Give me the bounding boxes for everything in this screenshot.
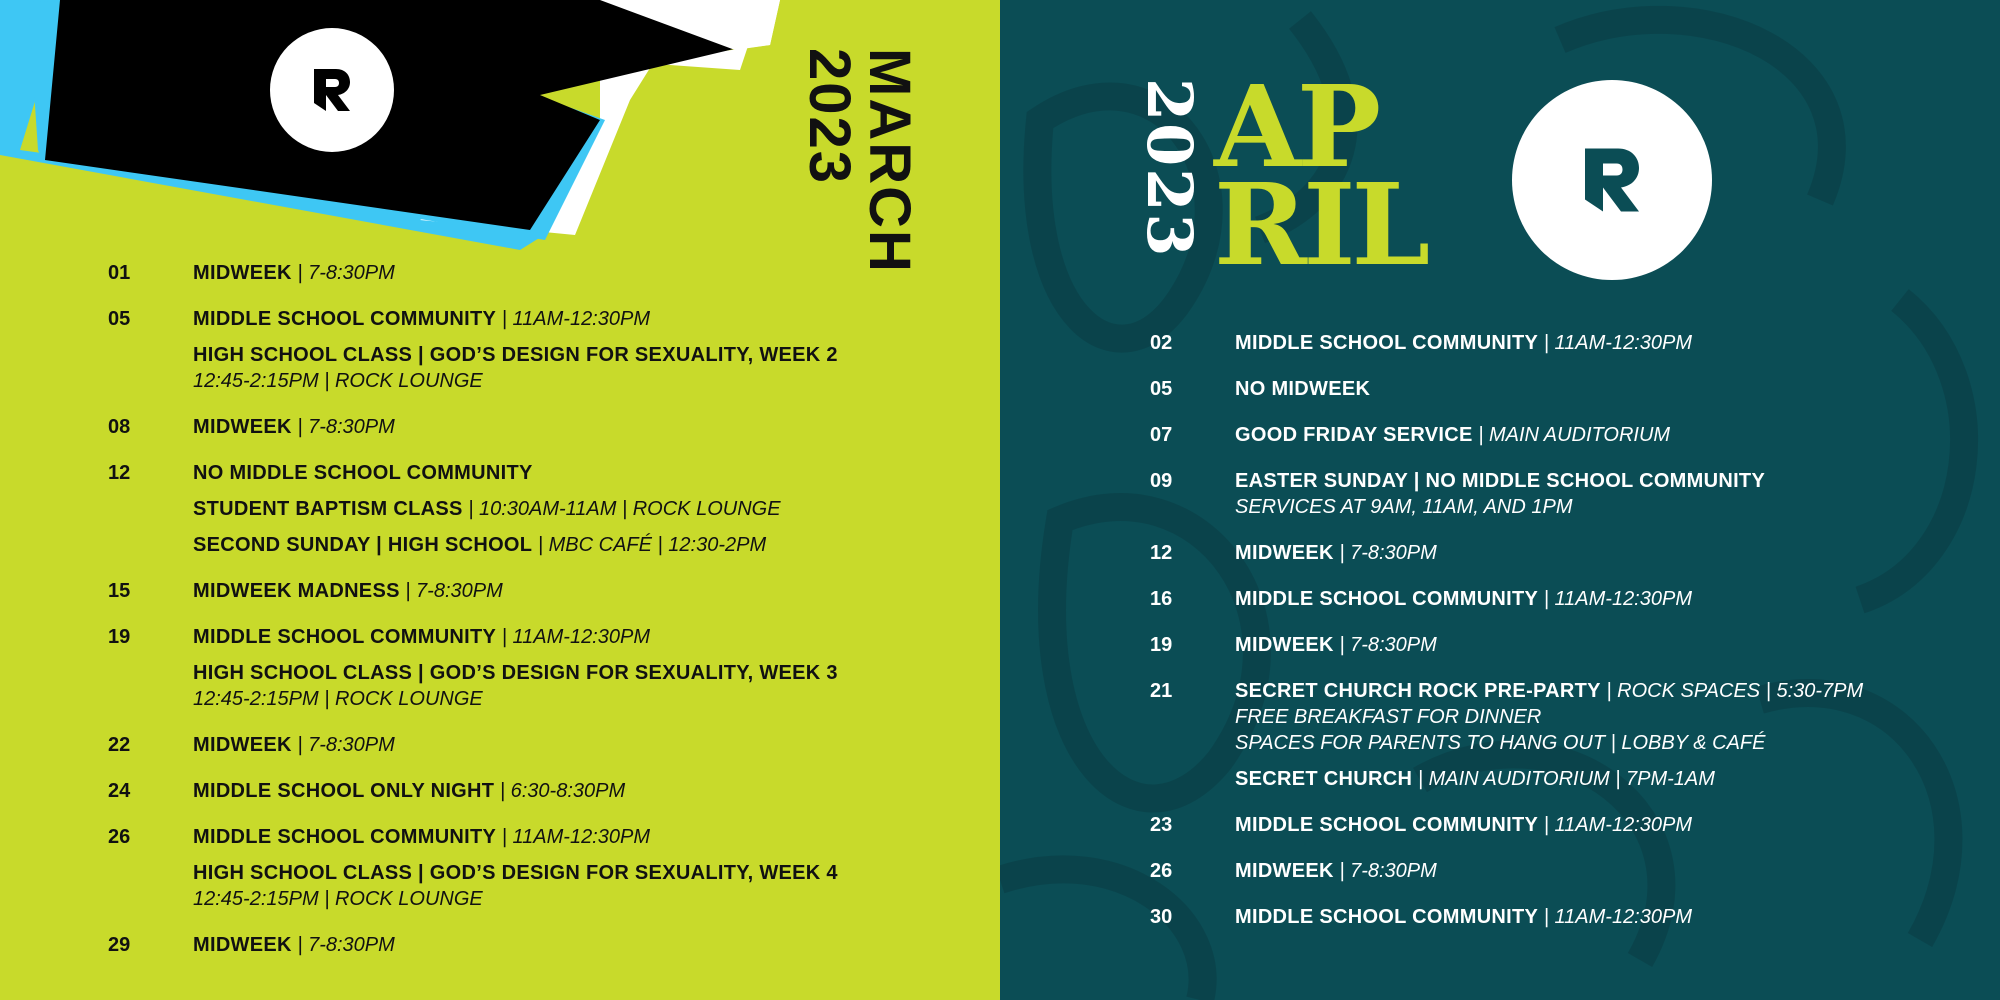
- event-row: [1150, 678, 1990, 792]
- event-row: [1150, 422, 1990, 448]
- torn-paper-decoration: [0, 0, 800, 280]
- event-lines: [1235, 376, 1990, 402]
- event-title: SECOND SUNDAY | HIGH SCHOOL: [193, 534, 533, 556]
- event-title: HIGH SCHOOL CLASS | GOD’S DESIGN FOR SEXUALITY, WEEK 2: [193, 344, 838, 366]
- event-date: 12: [1150, 542, 1173, 564]
- event-date: 01: [108, 262, 131, 284]
- event-detail: 12:45-2:15PM | ROCK LOUNGE: [193, 688, 483, 710]
- event-detail: | 7-8:30PM: [1339, 542, 1437, 564]
- event-line: [193, 578, 968, 604]
- event-line: [1235, 330, 1990, 356]
- event-detail: | 7-8:30PM: [297, 262, 395, 284]
- event-row: [1150, 540, 1990, 566]
- event-line: [193, 496, 968, 522]
- event-title: MIDWEEK: [1235, 634, 1334, 656]
- event-date: 12: [108, 462, 131, 484]
- event-title: MIDDLE SCHOOL COMMUNITY: [1235, 588, 1539, 610]
- event-line: [193, 624, 968, 650]
- event-title: MIDWEEK: [193, 416, 292, 438]
- event-detail: | 10:30AM-11AM | ROCK LOUNGE: [468, 498, 781, 520]
- event-detail: | 11AM-12:30PM: [1543, 332, 1692, 354]
- event-lines: [1235, 422, 1990, 448]
- event-title: HIGH SCHOOL CLASS | GOD’S DESIGN FOR SEXUALITY, WEEK 4: [193, 862, 838, 884]
- event-date: 02: [1150, 332, 1173, 354]
- month-year: 2023: [1133, 78, 1206, 259]
- event-detail: | 7-8:30PM: [297, 416, 395, 438]
- event-detail: | 7-8:30PM: [297, 934, 395, 956]
- event-line: [193, 532, 968, 558]
- rock-r-logo-icon: [312, 67, 352, 113]
- event-row: [108, 460, 968, 558]
- event-title: STUDENT BAPTISM CLASS: [193, 498, 463, 520]
- event-line: [1235, 376, 1990, 402]
- event-lines: [193, 932, 968, 958]
- event-detail: | 7-8:30PM: [1339, 860, 1437, 882]
- event-date: 26: [108, 826, 131, 848]
- event-title: MIDDLE SCHOOL COMMUNITY: [193, 826, 497, 848]
- event-line: [1235, 586, 1990, 612]
- event-line: [193, 260, 968, 286]
- event-detail: | 11AM-12:30PM: [501, 308, 650, 330]
- event-row: [108, 260, 968, 286]
- event-row: [1150, 858, 1990, 884]
- event-row: [108, 624, 968, 712]
- event-title: MIDWEEK: [193, 934, 292, 956]
- month-year: 2023: [797, 48, 862, 186]
- event-title: MIDDLE SCHOOL COMMUNITY: [1235, 906, 1539, 928]
- event-line: [1235, 730, 1990, 756]
- event-row: [108, 414, 968, 440]
- event-lines: [193, 460, 968, 558]
- event-detail: | MAIN AUDITORIUM: [1478, 424, 1671, 446]
- event-lines: [1235, 678, 1990, 792]
- event-row: [108, 578, 968, 604]
- event-lines: [1235, 904, 1990, 930]
- event-title: MIDWEEK MADNESS: [193, 580, 400, 602]
- event-line: [193, 460, 968, 486]
- event-detail: | 11AM-12:30PM: [501, 826, 650, 848]
- event-detail: | 6:30-8:30PM: [499, 780, 626, 802]
- event-line: [1235, 858, 1990, 884]
- event-line: [193, 732, 968, 758]
- event-line: [193, 778, 968, 804]
- event-date: 26: [1150, 860, 1173, 882]
- event-title: MIDDLE SCHOOL ONLY NIGHT: [193, 780, 495, 802]
- logo: [1512, 80, 1712, 280]
- event-title: MIDDLE SCHOOL COMMUNITY: [193, 308, 497, 330]
- event-row: [1150, 904, 1990, 930]
- event-line: [193, 368, 968, 394]
- event-date: 15: [108, 580, 131, 602]
- event-lines: [193, 260, 968, 286]
- event-detail: | 7-8:30PM: [405, 580, 503, 602]
- event-row: [108, 932, 968, 958]
- event-detail: | MBC CAFÉ | 12:30-2PM: [537, 534, 767, 556]
- event-detail: 12:45-2:15PM | ROCK LOUNGE: [193, 370, 483, 392]
- april-event-list: [1150, 330, 1990, 950]
- event-line: [1235, 494, 1990, 520]
- month-title-line-2: RIL: [1214, 160, 1427, 291]
- event-detail: | 11AM-12:30PM: [501, 626, 650, 648]
- event-lines: [193, 824, 968, 912]
- event-line: [1235, 632, 1990, 658]
- event-detail: | ROCK SPACES | 5:30-7PM: [1606, 680, 1864, 702]
- event-line: [193, 660, 968, 686]
- event-line: [193, 306, 968, 332]
- event-line: [1235, 468, 1990, 494]
- event-title: MIDWEEK: [1235, 542, 1334, 564]
- event-date: 07: [1150, 424, 1173, 446]
- event-title: MIDDLE SCHOOL COMMUNITY: [193, 626, 497, 648]
- event-detail: | 11AM-12:30PM: [1543, 906, 1692, 928]
- event-lines: [1235, 330, 1990, 356]
- event-lines: [1235, 812, 1990, 838]
- event-title: NO MIDDLE SCHOOL COMMUNITY: [193, 462, 533, 484]
- event-line: [193, 886, 968, 912]
- event-row: [108, 306, 968, 394]
- march-event-list: [108, 260, 968, 978]
- event-lines: [1235, 632, 1990, 658]
- event-row: [108, 778, 968, 804]
- april-panel: [1000, 0, 2000, 1000]
- event-line: [1235, 704, 1990, 730]
- event-detail: | MAIN AUDITORIUM | 7PM-1AM: [1417, 768, 1715, 790]
- event-line: [193, 342, 968, 368]
- event-lines: [193, 414, 968, 440]
- event-date: 23: [1150, 814, 1173, 836]
- event-line: [193, 686, 968, 712]
- event-title: MIDDLE SCHOOL COMMUNITY: [1235, 332, 1539, 354]
- event-row: [1150, 376, 1990, 402]
- event-title: MIDWEEK: [193, 262, 292, 284]
- event-date: 29: [108, 934, 131, 956]
- event-lines: [1235, 468, 1990, 520]
- event-date: 19: [1150, 634, 1173, 656]
- event-line: [1235, 540, 1990, 566]
- event-row: [108, 732, 968, 758]
- event-detail: FREE BREAKFAST FOR DINNER: [1235, 706, 1542, 728]
- logo: [270, 28, 394, 152]
- event-date: 24: [108, 780, 131, 802]
- event-lines: [1235, 586, 1990, 612]
- event-lines: [193, 578, 968, 604]
- event-date: 19: [108, 626, 131, 648]
- month-title: MARCH: [857, 48, 922, 274]
- event-line: [1235, 678, 1990, 704]
- event-detail: SPACES FOR PARENTS TO HANG OUT | LOBBY & CAFÉ: [1235, 732, 1766, 754]
- rock-r-logo-icon: [1582, 145, 1642, 215]
- event-lines: [1235, 858, 1990, 884]
- month-title-line-1: AP: [1214, 62, 1378, 193]
- event-lines: [193, 624, 968, 712]
- event-date: 09: [1150, 470, 1173, 492]
- event-title: MIDWEEK: [193, 734, 292, 756]
- event-lines: [193, 732, 968, 758]
- event-line: [193, 824, 968, 850]
- event-detail: | 11AM-12:30PM: [1543, 588, 1692, 610]
- event-title: NO MIDWEEK: [1235, 378, 1371, 400]
- event-detail: SERVICES AT 9AM, 11AM, AND 1PM: [1235, 496, 1573, 518]
- event-title: GOOD FRIDAY SERVICE: [1235, 424, 1473, 446]
- event-row: [1150, 812, 1990, 838]
- event-row: [108, 824, 968, 912]
- event-line: [1235, 812, 1990, 838]
- event-title: EASTER SUNDAY | NO MIDDLE SCHOOL COMMUNITY: [1235, 470, 1766, 492]
- event-title: MIDWEEK: [1235, 860, 1334, 882]
- event-date: 05: [1150, 378, 1173, 400]
- event-lines: [1235, 540, 1990, 566]
- event-date: 08: [108, 416, 131, 438]
- event-lines: [193, 778, 968, 804]
- event-date: 21: [1150, 680, 1173, 702]
- event-detail: | 7-8:30PM: [1339, 634, 1437, 656]
- event-line: [1235, 766, 1990, 792]
- event-title: MIDDLE SCHOOL COMMUNITY: [1235, 814, 1539, 836]
- event-line: [193, 414, 968, 440]
- event-lines: [193, 306, 968, 394]
- event-line: [193, 860, 968, 886]
- event-detail: | 11AM-12:30PM: [1543, 814, 1692, 836]
- event-detail: 12:45-2:15PM | ROCK LOUNGE: [193, 888, 483, 910]
- event-title: HIGH SCHOOL CLASS | GOD’S DESIGN FOR SEXUALITY, WEEK 3: [193, 662, 838, 684]
- event-row: [1150, 330, 1990, 356]
- event-row: [1150, 586, 1990, 612]
- event-date: 05: [108, 308, 131, 330]
- month-title: [1214, 62, 1427, 291]
- event-date: 22: [108, 734, 131, 756]
- event-detail: | 7-8:30PM: [297, 734, 395, 756]
- event-line: [1235, 422, 1990, 448]
- event-title: SECRET CHURCH ROCK PRE-PARTY: [1235, 680, 1601, 702]
- event-date: 16: [1150, 588, 1173, 610]
- event-title: SECRET CHURCH: [1235, 768, 1413, 790]
- event-row: [1150, 632, 1990, 658]
- event-row: [1150, 468, 1990, 520]
- event-line: [1235, 904, 1990, 930]
- event-date: 30: [1150, 906, 1173, 928]
- event-line: [193, 932, 968, 958]
